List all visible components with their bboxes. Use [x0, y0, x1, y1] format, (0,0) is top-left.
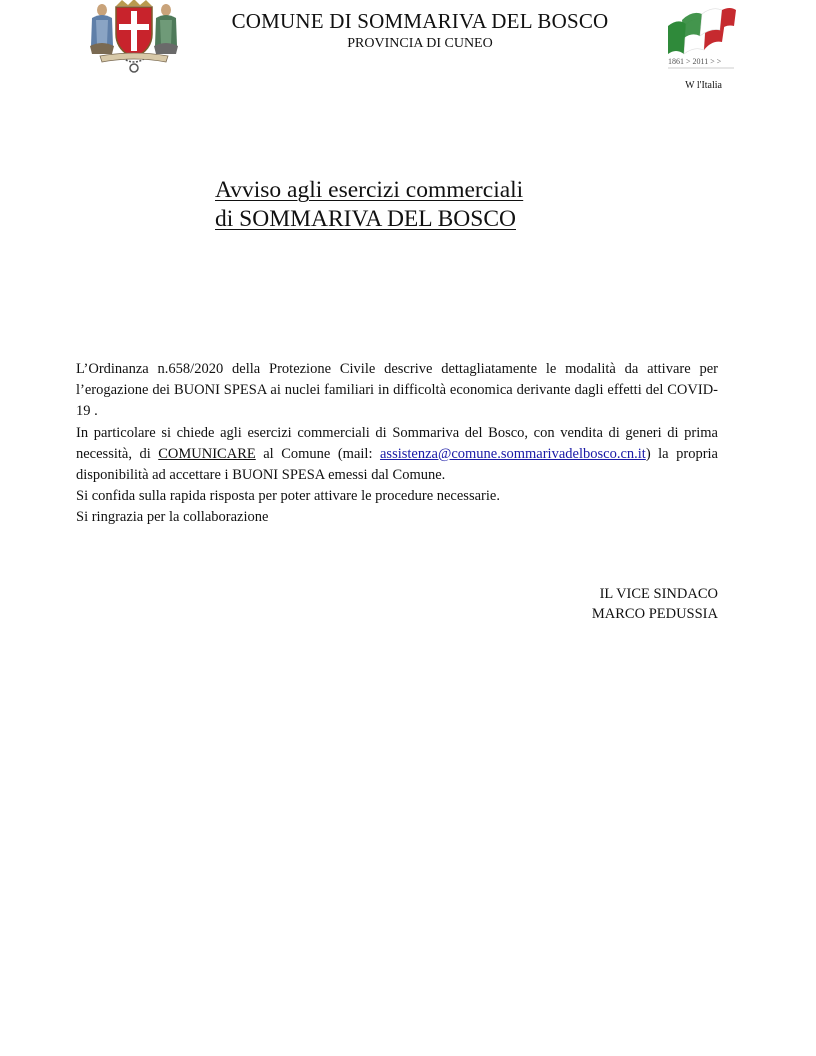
title-line-2: di SOMMARIVA DEL BOSCO — [215, 206, 516, 232]
paragraph-request — [76, 423, 718, 487]
right-saint-figure — [154, 4, 178, 54]
letterhead — [0, 0, 816, 100]
signature-name: MARCO PEDUSSIA — [591, 606, 718, 622]
viva-italia-motto: W l'Italia — [685, 80, 722, 91]
request-text-end: ) la propria disponibilità ad accettare i BUONI SPESA emessi dal Comune. — [76, 445, 718, 484]
communicate-emphasis: COMUNICARE — [158, 445, 256, 462]
notice-body — [76, 359, 718, 529]
title-line-1: Avviso agli esercizi commerciali — [215, 177, 524, 203]
request-text-start: In particolare si chiede agli esercizi commerciali di Sommariva del Bosco, con vendita di generi di prima necessità, di — [76, 424, 718, 462]
italian-flag-anniversary-logo — [664, 6, 738, 72]
coat-of-arms-logo — [86, 0, 182, 76]
left-saint-figure — [90, 4, 114, 54]
signature-role: IL VICE SINDACO — [599, 586, 718, 602]
paragraph-ordinance: L’Ordinanza n.658/2020 della Protezione Civile descrive dettagliatamente le modalità da attivare per l’erogazione dei BUONI SPESA ai nuclei familiari in difficoltà economica derivante dagli effetti del COVID-19 . — [76, 361, 718, 420]
municipality-name: COMUNE DI SOMMARIVA DEL BOSCO — [231, 9, 609, 33]
anniversary-dates: 1861 > 2011 > > — [668, 57, 722, 66]
request-text-mid: al Comune (mail: — [255, 445, 380, 462]
notice-title — [215, 176, 523, 234]
signature-block — [592, 584, 718, 624]
paragraph-confidence: Si confida sulla rapida risposta per poter attivare le procedure necessarie. — [76, 488, 500, 505]
email-link[interactable]: assistenza@comune.sommarivadelbosco.cn.it — [379, 445, 646, 462]
paragraph-thanks: Si ringrazia per la collaborazione — [76, 509, 269, 526]
province-name: PROVINCIA DI CUNEO — [347, 36, 493, 51]
